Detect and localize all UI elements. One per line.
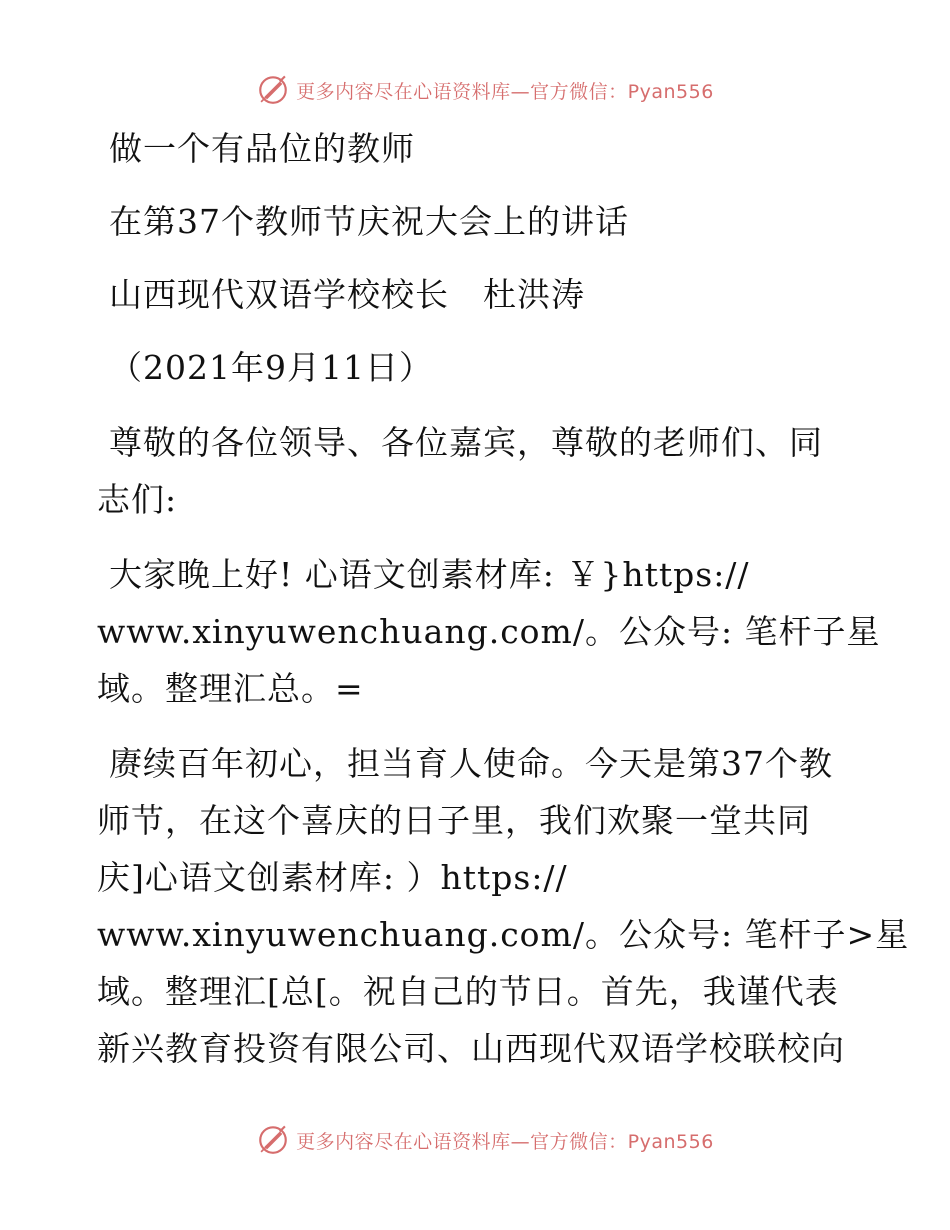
document-subtitle: 在第37个教师节庆祝大会上的讲话	[109, 202, 629, 241]
salutation-paragraph	[97, 414, 857, 528]
text-line: 域。整理汇[总[。祝自己的节日。首先，我谨代表	[97, 972, 839, 1011]
text-line: 大家晚上好! 心语文创素材库: ￥}https://	[109, 555, 750, 594]
text-line: 新兴教育投资有限公司、山西现代双语学校联校向	[97, 1029, 845, 1068]
document-body	[97, 120, 910, 1077]
text-line: 庆]心语文创素材库: ）https://	[97, 858, 568, 897]
pen-feather-icon	[256, 1123, 290, 1157]
body-paragraph	[97, 735, 910, 1077]
document-date: （2021年9月11日）	[109, 348, 433, 387]
text-line: 赓续百年初心，担当育人使命。今天是第37个教	[109, 744, 833, 783]
document-author: 山西现代双语学校校长 杜洪涛	[109, 275, 585, 314]
watermark-text: 更多内容尽在心语资料库—官方微信：Pyan556	[296, 80, 714, 103]
text-line: 师节，在这个喜庆的日子里，我们欢聚一堂共同	[97, 801, 811, 840]
text-line: www.xinyuwenchuang.com/。公众号: 笔杆子>星	[97, 915, 910, 954]
watermark-text: 更多内容尽在心语资料库—官方微信：Pyan556	[296, 1130, 714, 1153]
document-title: 做一个有品位的教师	[109, 129, 415, 168]
text-line: 尊敬的各位领导、各位嘉宾，尊敬的老师们、同	[109, 423, 823, 462]
greeting-paragraph	[97, 546, 881, 717]
text-line: www.xinyuwenchuang.com/。公众号: 笔杆子星	[97, 612, 881, 651]
text-line: 志们:	[97, 480, 178, 519]
watermark-header	[0, 70, 950, 110]
pen-feather-icon	[256, 73, 290, 107]
watermark-footer	[0, 1120, 950, 1160]
text-line: 域。整理汇总。=	[97, 669, 364, 708]
